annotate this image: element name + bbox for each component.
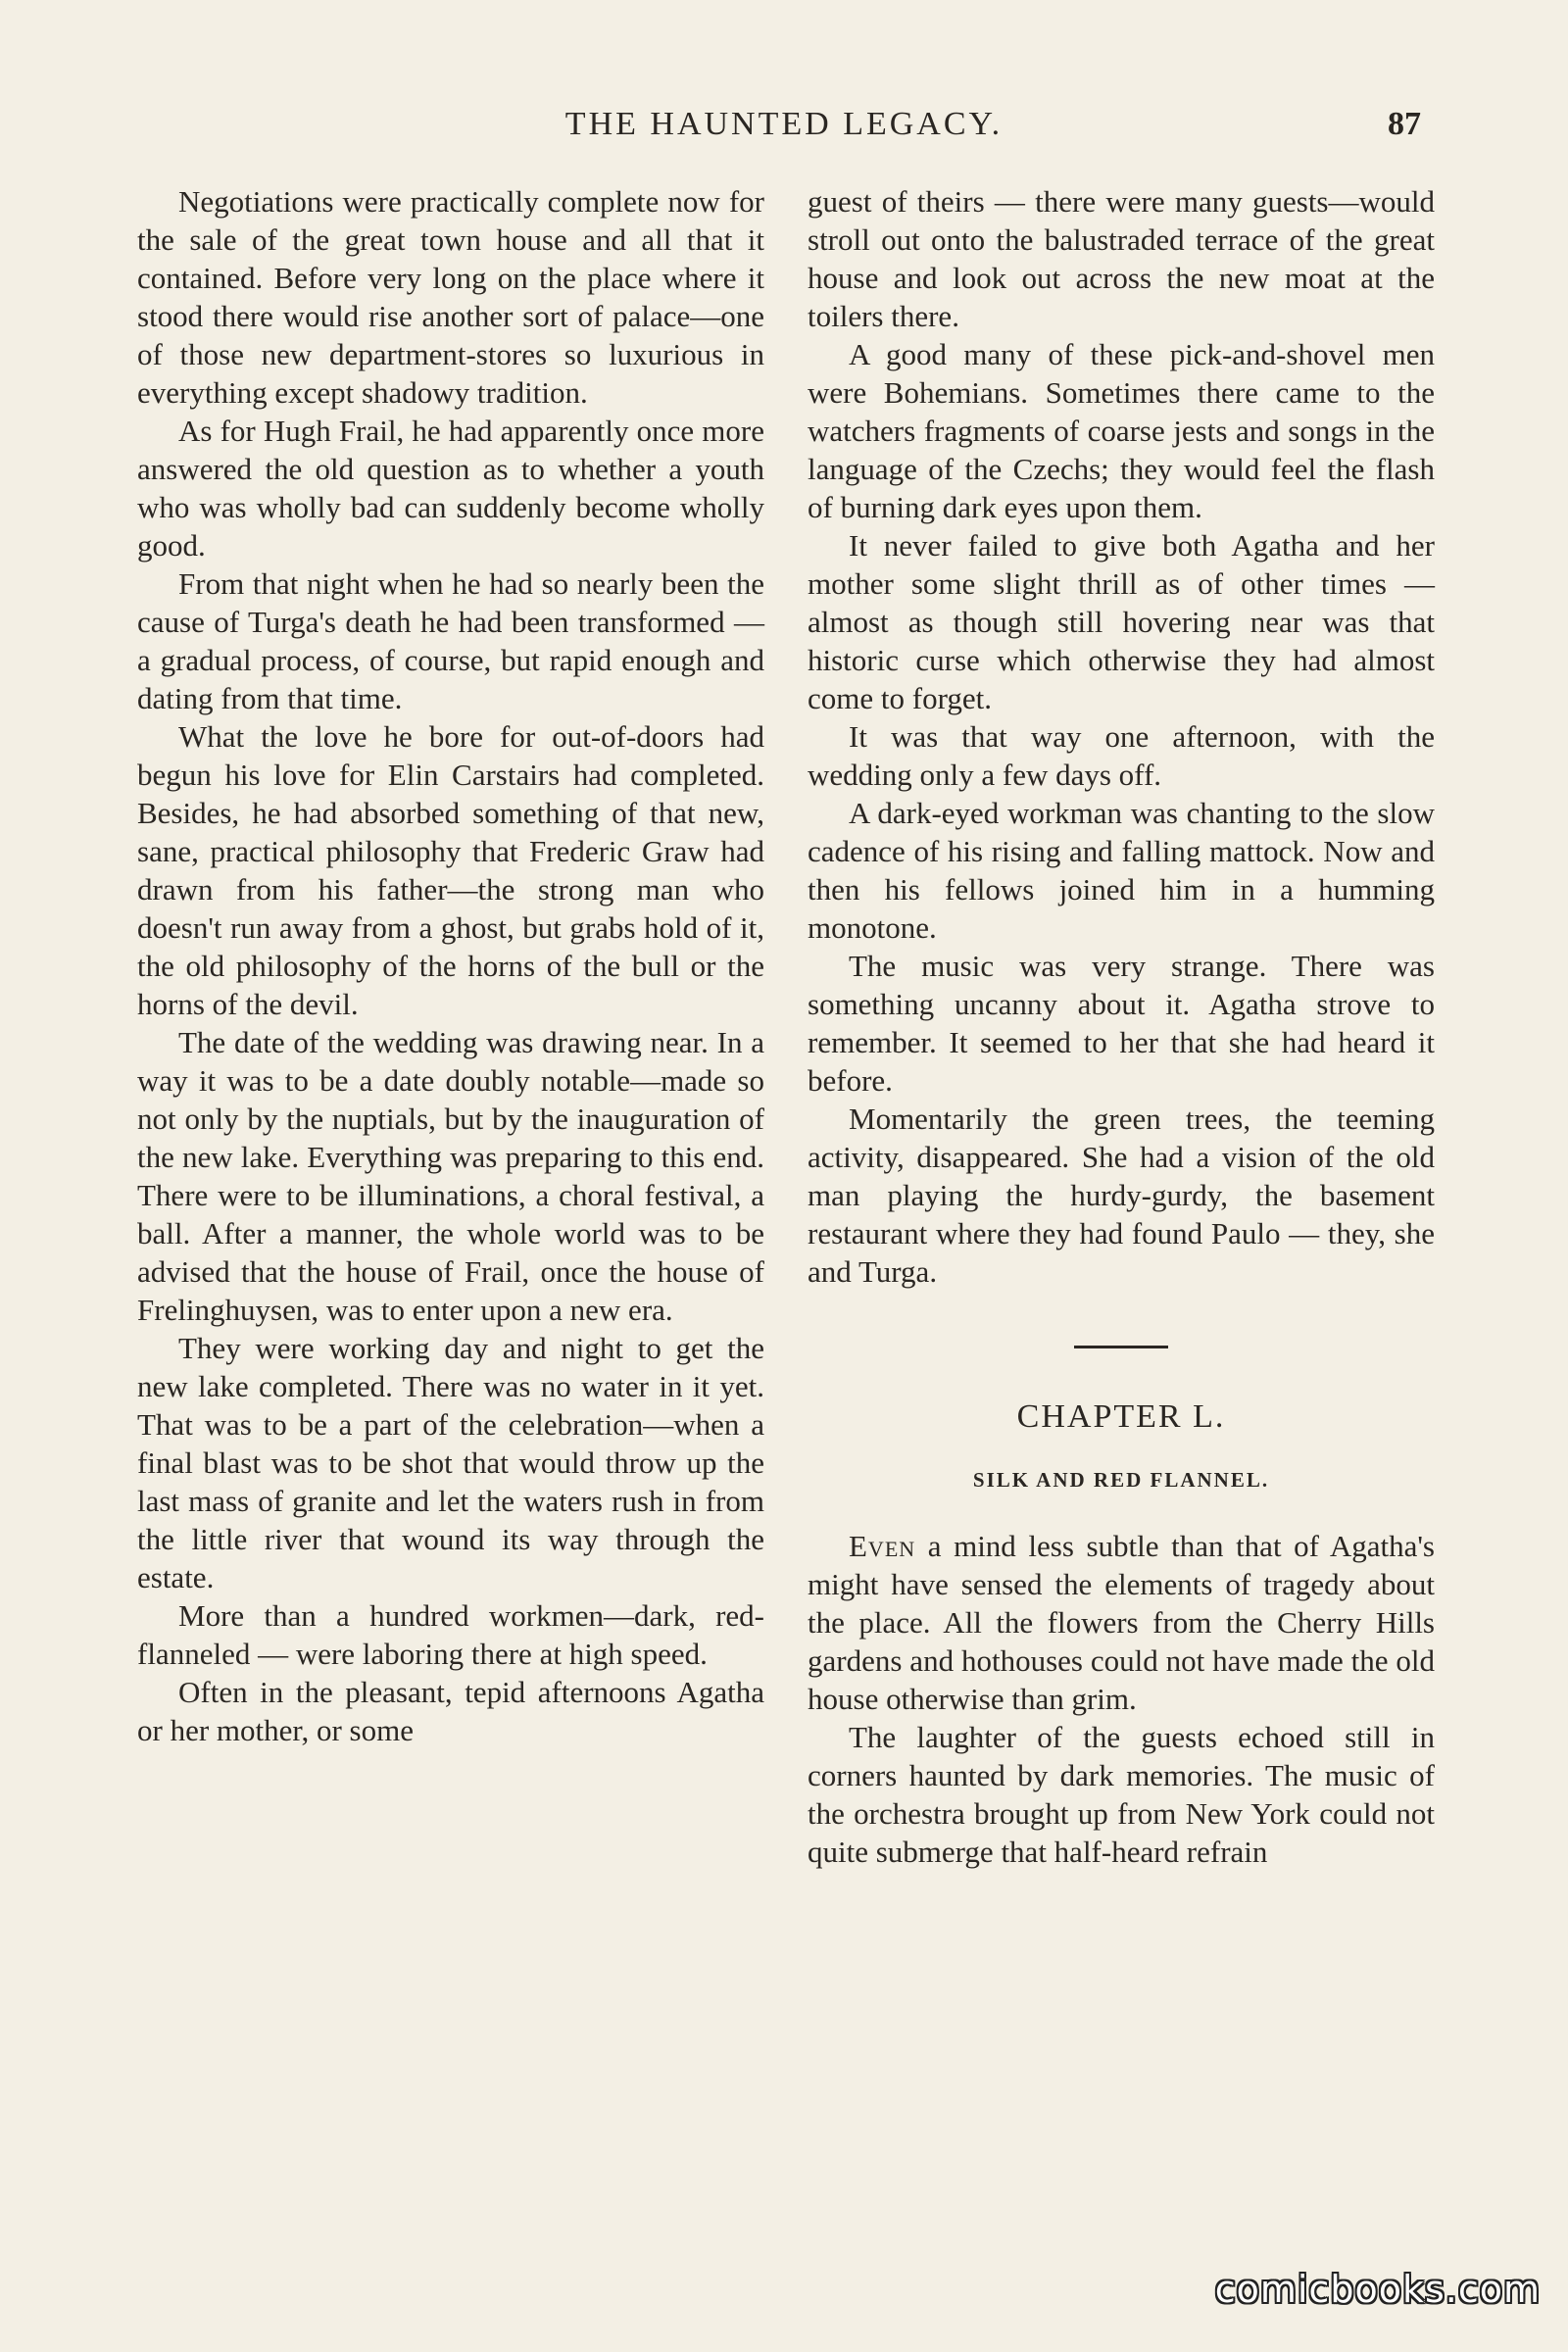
running-head <box>137 106 1431 155</box>
continued-paragraph: guest of theirs — there were many guests—would stroll out onto the balustraded terrace of the great house and look out across the new moat at the toilers there. <box>808 184 1435 333</box>
paragraph: The laughter of the guests echoed still in corners haunted by dark memories. The music of the orchestra brought up from New York could not quite submerge that half-heard refrain <box>808 1720 1435 1869</box>
paragraph: The date of the wedding was drawing near. In a way it was to be a date doubly notable—made so not only by the nuptials, but by the inauguration of the new lake. Everything was preparing to this end. There were to be illuminations, a choral festival, a ball. After a manner, the whole world was to be advised that the house of Frail, once the house of Frelinghuysen, was to enter upon a new era. <box>137 1025 764 1327</box>
paragraph: A dark-eyed workman was chanting to the slow cadence of his rising and falling mattock. Now and then his fellows joined him in a humming monotone. <box>808 796 1435 945</box>
chapter-first-paragraph-text: a mind less subtle than that of Agatha's might have sensed the elements of tragedy about the place. All the flowers from the Cherry Hills gardens and hothouses could not have made the old house otherwise than grim. <box>808 1529 1435 1716</box>
paragraph: It never failed to give both Agatha and her mother some slight thrill as of other times — almost as though still hovering near was that historic curse which otherwise they had almost come to forget. <box>808 528 1435 715</box>
paragraph: The music was very strange. There was something uncanny about it. Agatha strove to remember. It seemed to her that she had heard it before. <box>808 949 1435 1098</box>
paragraph: More than a hundred workmen—dark, red-flanneled — were laboring there at high speed. <box>137 1598 764 1671</box>
left-column <box>137 182 764 1749</box>
running-title: THE HAUNTED LEGACY. <box>564 106 1004 142</box>
right-column <box>808 182 1435 1871</box>
paragraph: Often in the pleasant, tepid afternoons Agatha or her mother, or some <box>137 1675 764 1747</box>
chapter-first-paragraph <box>808 1527 1435 1718</box>
paragraph: A good many of these pick-and-shovel men were Bohemians. Sometimes there came to the watchers fragments of coarse jests and songs in the language of the Czechs; they would feel the flash of burning dark eyes upon them. <box>808 337 1435 524</box>
site-watermark: comicbooks.com <box>1214 2268 1541 2311</box>
paragraph: They were working day and night to get the new lake completed. There was no water in it yet. That was to be a part of the celebration—when a final blast was to be shot that would throw up the last mass of granite and let the waters rush in from the little river that wound its way through the estate. <box>137 1331 764 1594</box>
chapter-divider <box>1074 1346 1168 1348</box>
paragraph: What the love he bore for out-of-doors had begun his love for Elin Carstairs had completed. Besides, he had absorbed something of that new, sane, practical philosophy that Frederic Graw had drawn from his father—the strong man who doesn't run away from a ghost, but grabs hold of it, the old philosophy of the horns of the bull or the horns of the devil. <box>137 719 764 1021</box>
paragraph: It was that way one afternoon, with the wedding only a few days off. <box>808 719 1435 792</box>
chapter-lead-word: Even <box>849 1529 916 1563</box>
paragraph: As for Hugh Frail, he had apparently once more answered the old question as to whether a youth who was wholly bad can suddenly become wholly good. <box>137 414 764 563</box>
page-number: 87 <box>1388 106 1421 142</box>
paragraph: Momentarily the green trees, the teeming activity, disappeared. She had a vision of the old man playing the hurdy-gurdy, the basement restaurant where they had found Paulo — they, she and Turga. <box>808 1102 1435 1289</box>
chapter-subtitle: SILK AND RED FLANNEL. <box>972 1468 1270 1492</box>
chapter-title: CHAPTER L. <box>1016 1398 1226 1435</box>
paragraph: Negotiations were practically complete now for the sale of the great town house and all that it contained. Before very long on the place where it stood there would rise another sort of palace—one of those new department-stores so luxurious in everything except shadowy tradition. <box>137 184 764 410</box>
paragraph: From that night when he had so nearly been the cause of Turga's death he had been transformed — a gradual process, of course, but rapid enough and dating from that time. <box>137 566 764 715</box>
